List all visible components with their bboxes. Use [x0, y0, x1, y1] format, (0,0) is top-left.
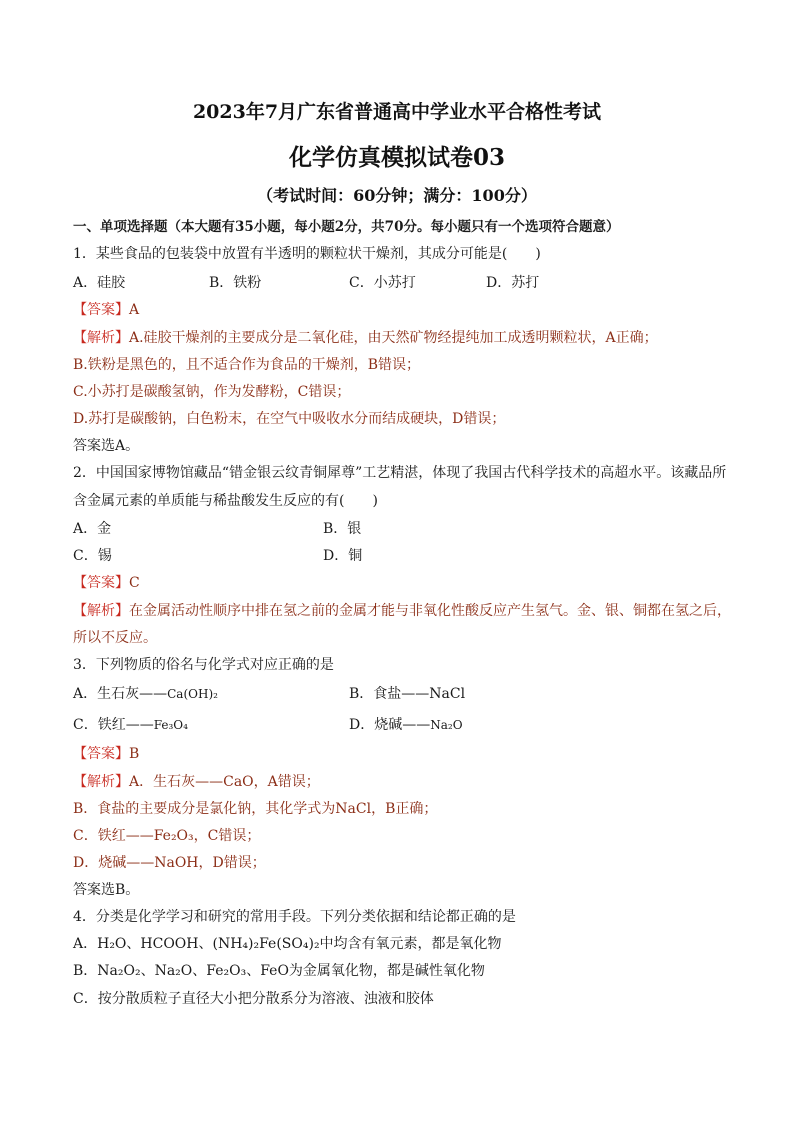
analysis-text: A．生石灰——CaO，A错误；: [129, 774, 320, 790]
q1-analysis-1: [73, 328, 733, 348]
option-text: A．生石灰——: [73, 686, 168, 702]
analysis-text: A.硅胶干燥剂的主要成分是二氧化硅，由天然矿物经提纯加工成透明颗粒状，A正确；: [129, 330, 658, 346]
q1-analysis-4: D.苏打是碳酸钠，白色粉末，在空气中吸收水分而结成硬块，D错误；: [73, 411, 506, 427]
q3-option-c: [73, 715, 188, 735]
q2-analysis-2: 所以不反应。: [73, 630, 157, 646]
formula: Na₂O: [430, 718, 463, 732]
q2-option-b: B．银: [323, 521, 362, 537]
answer-label: 【答案】: [73, 746, 129, 762]
analysis-label: 【解析】: [73, 774, 129, 790]
q2-answer: [73, 573, 733, 593]
q1-analysis-3: C.小苏打是碳酸氢钠，作为发酵粉，C错误；: [73, 384, 351, 400]
q3-analysis-2: B．食盐的主要成分是氯化钠，其化学式为NaCl，B正确；: [73, 801, 438, 817]
q4-option-a: A．H₂O、HCOOH、(NH₄)₂Fe(SO₄)₂中均含有氧元素，都是氧化物: [73, 936, 502, 952]
exam-info: （考试时间：60分钟；满分：100分）: [257, 186, 537, 205]
q3-analysis-4: D．烧碱——NaOH，D错误；: [73, 855, 266, 871]
q3-option-b: B．食盐——NaCl: [349, 686, 466, 702]
q2-stem-1: 2．中国国家博物馆藏品“错金银云纹青铜犀尊”工艺精湛，体现了我国古代科学技术的高超水平。该藏品所: [73, 465, 727, 481]
answer-label: 【答案】: [73, 302, 129, 318]
section-heading: 一、单项选择题（本大题有35小题，每小题2分，共70分。每小题只有一个选项符合题意）: [73, 219, 620, 235]
q3-analysis-3: C．铁红——Fe₂O₃，C错误；: [73, 828, 261, 844]
q2-option-d: D．铜: [323, 548, 363, 564]
answer-value: C: [129, 575, 140, 591]
answer-value: B: [129, 746, 140, 762]
q3-option-d: [349, 715, 463, 735]
exam-subtitle: 化学仿真模拟试卷03: [288, 144, 505, 171]
q3-stem: 3．下列物质的俗名与化学式对应正确的是: [73, 657, 334, 673]
q1-analysis-2: B.铁粉是黑色的，且不适合作为食品的干燥剂，B错误；: [73, 357, 421, 373]
analysis-label: 【解析】: [73, 330, 129, 346]
q4-option-b: B．Na₂O₂、Na₂O、Fe₂O₃、FeO为金属氧化物，都是碱性氧化物: [73, 963, 485, 979]
q1-option-c: C．小苏打: [349, 275, 416, 291]
q1-answer: [73, 300, 733, 320]
q1-option-d: D．苏打: [486, 275, 540, 291]
q4-stem: 4．分类是化学学习和研究的常用手段。下列分类依据和结论都正确的是: [73, 909, 516, 925]
analysis-label: 【解析】: [73, 603, 129, 619]
q4-option-c: C．按分散质粒子直径大小把分散系分为溶液、浊液和胶体: [73, 991, 434, 1007]
q3-option-a: [73, 684, 218, 704]
q3-analysis-1: [73, 772, 733, 792]
formula: Fe₃O₄: [153, 718, 188, 732]
exam-title: 2023年7月广东省普通高中学业水平合格性考试: [192, 101, 602, 123]
q3-conclusion: 答案选B。: [73, 882, 140, 898]
option-text: D．烧碱——: [349, 717, 431, 733]
q1-conclusion: 答案选A。: [73, 438, 140, 454]
analysis-text: 在金属活动性顺序中排在氢之前的金属才能与非氧化性酸反应产生氢气。金、银、铜都在氢之后，: [129, 603, 731, 619]
option-text: C．铁红——: [73, 717, 154, 733]
q2-stem-2: 含金属元素的单质能与稀盐酸发生反应的有( ): [73, 493, 378, 509]
q1-option-b: B．铁粉: [209, 275, 262, 291]
q1-option-a: A．硅胶: [73, 275, 126, 291]
q2-option-c: C．锡: [73, 548, 112, 564]
answer-label: 【答案】: [73, 575, 129, 591]
formula: Ca(OH)₂: [167, 687, 218, 701]
q2-analysis-1: [73, 601, 733, 621]
q3-answer: [73, 744, 733, 764]
q2-option-a: A．金: [73, 521, 112, 537]
answer-value: A: [129, 302, 140, 318]
q1-stem: 1．某些食品的包装袋中放置有半透明的颗粒状干燥剂，其成分可能是( ): [73, 246, 541, 262]
